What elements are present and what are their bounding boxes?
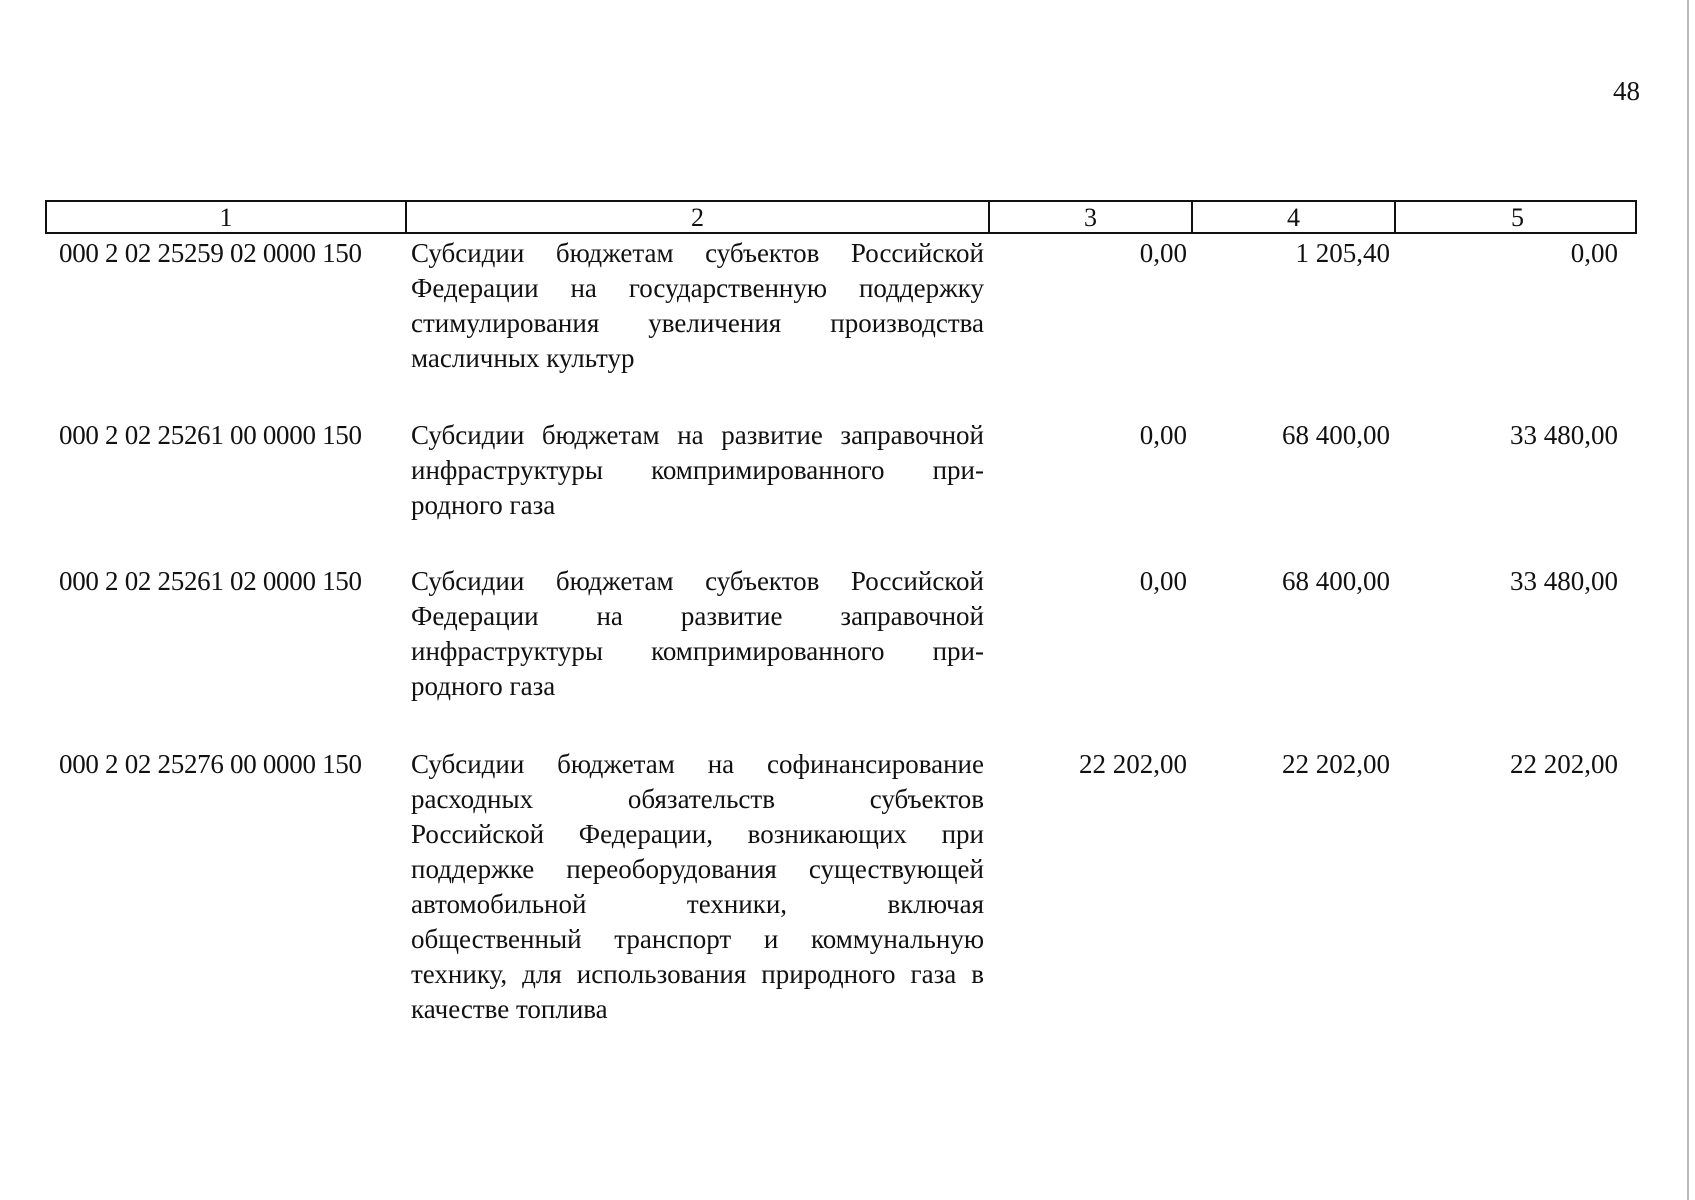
description-line: Субсидии бюджетам на развитие заправочной xyxy=(411,420,984,450)
scan-edge-line xyxy=(1687,0,1689,1200)
header-col-5: 5 xyxy=(1394,202,1639,234)
description-line: Федерации на государственную поддержку xyxy=(411,273,984,303)
value-col-5: 33 480,00 xyxy=(1510,566,1618,596)
description-line: расходных обязательств субъектов xyxy=(411,784,984,814)
description-line: технику, для использования природного газа в xyxy=(411,959,984,989)
value-col-4: 22 202,00 xyxy=(1282,749,1390,779)
budget-table xyxy=(45,200,1637,1024)
description-line: Федерации на развитие заправочной xyxy=(411,601,984,631)
description-line: Субсидии бюджетам на софинансирование xyxy=(411,749,984,779)
value-col-3: 0,00 xyxy=(1139,420,1187,450)
description-line: инфраструктуры компримированного при- xyxy=(411,636,984,666)
value-col-4: 1 205,40 xyxy=(1295,238,1390,268)
table-row xyxy=(45,236,1637,376)
table-row xyxy=(45,747,1637,1027)
value-col-3: 22 202,00 xyxy=(1079,749,1187,779)
page-number: 48 xyxy=(1613,76,1640,106)
value-col-5: 0,00 xyxy=(1570,238,1618,268)
description-line: качестве топлива xyxy=(411,994,608,1024)
description-line: стимулирования увеличения производства xyxy=(411,308,984,338)
header-col-2: 2 xyxy=(405,202,988,234)
description-line: родного газа xyxy=(411,490,556,520)
description-line: масличных культур xyxy=(411,343,635,373)
budget-code: 000 2 02 25276 00 0000 150 xyxy=(59,749,362,779)
budget-code: 000 2 02 25259 02 0000 150 xyxy=(59,238,362,268)
value-col-4: 68 400,00 xyxy=(1282,566,1390,596)
description-line: Российской Федерации, возникающих при xyxy=(411,819,984,849)
row-description xyxy=(403,418,986,523)
value-col-5: 22 202,00 xyxy=(1510,749,1618,779)
value-col-4: 68 400,00 xyxy=(1282,420,1390,450)
table-header xyxy=(45,200,1637,234)
value-col-3: 0,00 xyxy=(1139,566,1187,596)
table-row xyxy=(45,564,1637,704)
budget-code: 000 2 02 25261 02 0000 150 xyxy=(59,566,362,596)
row-description xyxy=(403,236,986,376)
header-col-3: 3 xyxy=(988,202,1191,234)
table-row xyxy=(45,418,1637,523)
description-line: автомобильной техники, включая xyxy=(411,889,984,919)
header-col-4: 4 xyxy=(1191,202,1394,234)
value-col-5: 33 480,00 xyxy=(1510,420,1618,450)
description-line: родного газа xyxy=(411,671,556,701)
row-description xyxy=(403,747,986,1027)
description-line: Субсидии бюджетам субъектов Российской xyxy=(411,238,984,268)
description-line: инфраструктуры компримированного при- xyxy=(411,455,984,485)
budget-code: 000 2 02 25261 00 0000 150 xyxy=(59,420,362,450)
row-description xyxy=(403,564,986,704)
description-line: поддержке переоборудования существующей xyxy=(411,854,984,884)
description-line: Субсидии бюджетам субъектов Российской xyxy=(411,566,984,596)
header-col-1: 1 xyxy=(219,203,233,232)
description-line: общественный транспорт и коммунальную xyxy=(411,924,984,954)
value-col-3: 0,00 xyxy=(1139,238,1187,268)
